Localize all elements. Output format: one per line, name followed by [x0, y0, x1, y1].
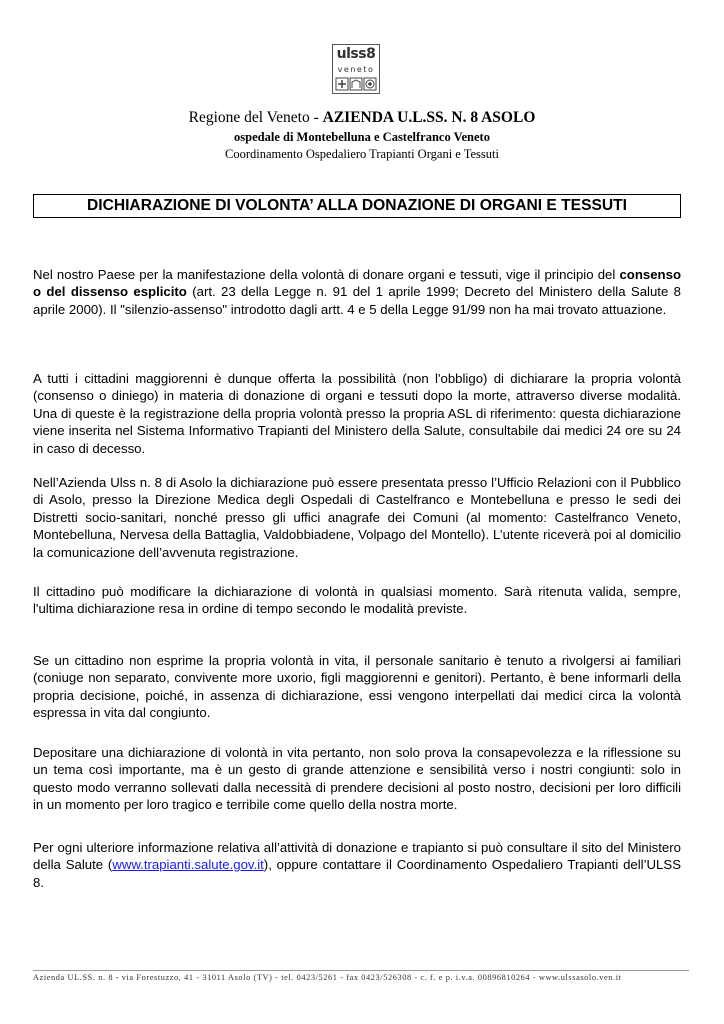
paragraph-7-text-b: ), oppure contattare il Coordinamento Ospedaliero Trapianti dell’ULSS 8.	[33, 857, 681, 890]
paragraph-importance: Depositare una dichiarazione di volontà in vita pertanto, non solo prova la consapevolezza e la riflessione su un tema così importante, ma è un gesto di grande attenzione e sensibilità verso i nostri congiunti: solo in questo modo verranno sollevati dalla necessità di prendere decisioni al posto nostro, decisioni per loro difficili in un momento per loro tragico e terribile come quello della nostra morte.	[33, 745, 681, 813]
paragraph-principle	[33, 266, 681, 318]
paragraph-1-bold: consenso o del dissenso esplicito	[33, 267, 681, 300]
paragraph-info	[33, 839, 681, 891]
header-organization	[0, 109, 724, 127]
paragraph-1-text-a: Nel nostro Paese per la manifestazione della volontà di donare organi e tessuti, vige il principio del	[33, 267, 620, 282]
paragraph-possibility: A tutti i cittadini maggiorenni è dunque offerta la possibilità (non l'obbligo) di dichiarare la propria volontà (consenso o diniego) in materia di donazione di organi e tessuti dopo la morte, attraverso diverse modalità. Una di queste è la registrazione della propria volontà presso la propria ASL di riferimento: questa dichiarazione viene inserita nel Sistema Informativo Trapianti del Ministero della Salute, consultabile dai medici 24 ore su 24 in caso di decesso.	[33, 371, 681, 456]
logo-symbols-icon	[335, 77, 377, 91]
paragraph-modify: Il cittadino può modificare la dichiarazione di volontà in qualsiasi momento. Sarà ritenuta valida, sempre, l'ultima dichiarazione resa in ordine di tempo secondo le modalità previste.	[33, 584, 681, 617]
header-azienda: AZIENDA U.L.SS. N. 8 ASOLO	[322, 109, 536, 126]
document-title: DICHIARAZIONE DI VOLONTA’ ALLA DONAZIONE DI ORGANI E TESSUTI	[33, 194, 681, 218]
footer-divider	[33, 970, 689, 971]
footer-contact: Azienda UL.SS. n. 8 - via Forestuzzo, 41 - 31011 Asolo (TV) - tel. 0423/5261 - fax 0423/526308 - c. f. e p. i.v.a. 00896810264 - www.ulssasolo.ven.it	[33, 973, 622, 982]
header-region: Regione del Veneto -	[188, 109, 323, 126]
ulss8-logo	[332, 44, 380, 94]
paragraph-1-text-b: (art. 23 della Legge n. 91 del 1 aprile 1999; Decreto del Ministero della Salute 8 aprile 2000). Il "silenzio-assenso" introdotto dagli artt. 4 e 5 della Legge 91/99 non ha mai trovato attuazione.	[33, 284, 682, 317]
logo-name: ulss8	[336, 46, 376, 62]
ministry-website-link[interactable]: www.trapianti.salute.gov.it	[112, 857, 264, 873]
header-hospitals: ospedale di Montebelluna e Castelfranco Veneto	[234, 130, 490, 144]
logo-region: veneto	[337, 65, 375, 74]
header-coordination: Coordinamento Ospedaliero Trapianti Organi e Tessuti	[225, 147, 499, 161]
paragraph-no-declaration: Se un cittadino non esprime la propria volontà in vita, il personale sanitario è tenuto a rivolgersi ai familiari (coniuge non separato, convivente more uxorio, figli maggiorenni e genitori). Pertanto, è bene informarli della propria decisione, poiché, in assenza di dichiarazione, essi vengono interpellati dai medici circa la volontà espressa in vita dal congiunto.	[33, 653, 681, 721]
paragraph-where: Nell’Azienda Ulss n. 8 di Asolo la dichiarazione può essere presentata presso l’Ufficio Relazioni con il Pubblico di Asolo, presso la Direzione Medica degli Ospedali di Castelfranco e Montebelluna e presso le sedi dei Distretti socio-sanitari, nonché presso gli uffici anagrafe dei Comuni (al momento: Castelfranco Veneto, Montebelluna, Nervesa della Battaglia, Valdobbiadene, Volpago del Montello). L’utente riceverà poi al domicilio la comunicazione dell’avvenuta registrazione.	[33, 475, 681, 560]
paragraph-7-text-a: Per ogni ulteriore informazione relativa all’attività di donazione e trapianto si può consultare il sito del Ministero della Salute (	[33, 840, 681, 873]
